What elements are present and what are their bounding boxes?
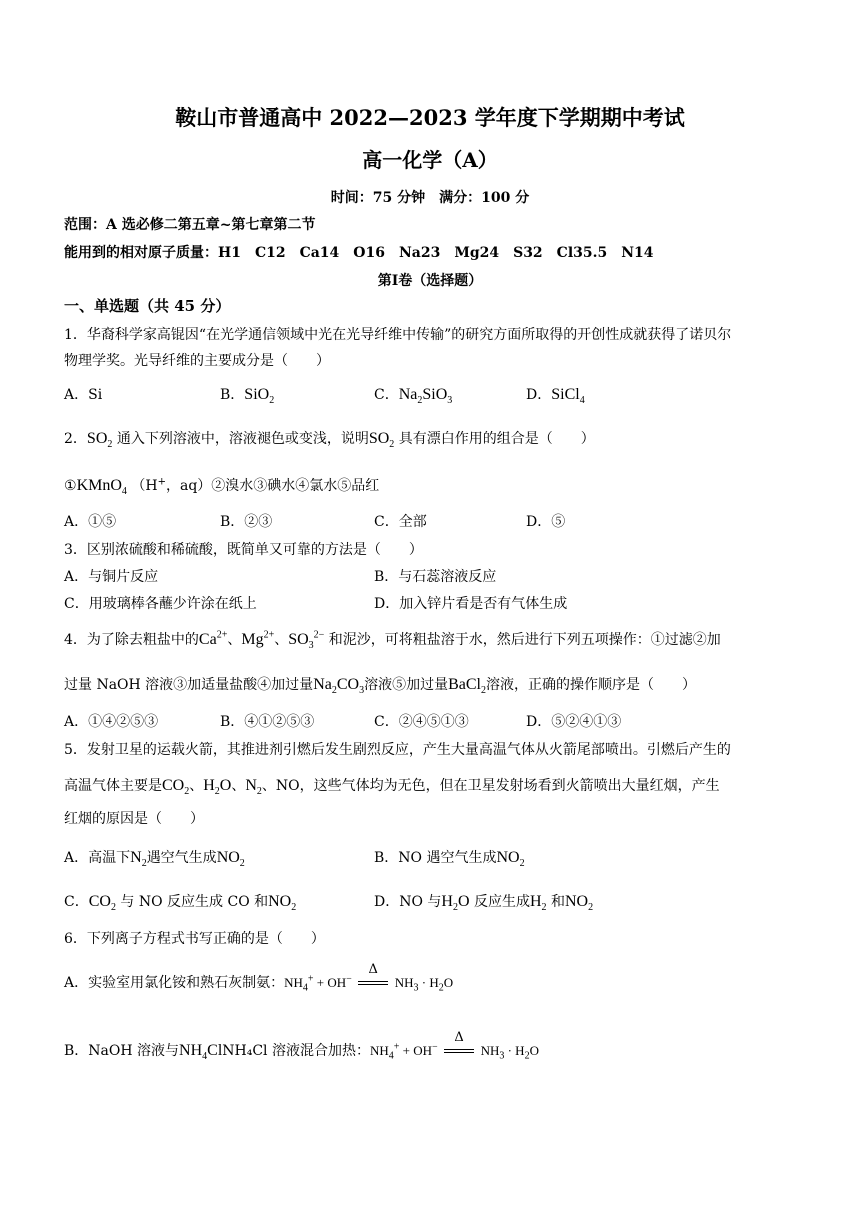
q2-stem: 2．$SO_2$ 通入下列溶液中，溶液褪色或变浅，说明$SO_2$ 具有漂白作用的组合是（ ） <box>64 430 595 451</box>
q2-solution-list: ①KMnO$_4$ （H+，aq）②溴水③碘水④氯水⑤品红 <box>64 476 380 498</box>
q4-stem-line1: 4．为了除去粗盐中的$Ca^{2+}$、$Mg^{2+}$、$SO_3^{2-}$ 和泥沙，可将粗盐溶于水，然后进行下列五项操作：①过滤②加 <box>64 629 721 652</box>
q6-option-b: B．NaOH 溶液与$NH_4ClNH_4Cl$ 溶液混合加热：$NH_4^+ + OH^-$ Δ $NH_3 \cdot H_2O$ <box>64 1030 539 1063</box>
q4-option-d: D．⑤②④①③ <box>526 714 622 730</box>
q3-stem: 3．区别浓硫酸和稀硫酸，既简单又可靠的方法是（ ） <box>64 542 423 558</box>
section-title: 第Ⅰ卷（选择题） <box>377 273 483 289</box>
q3-option-b: B．与石蕊溶液反应 <box>374 569 497 585</box>
q5-option-b: B．NO 遇空气生成$NO_2$ <box>374 849 525 870</box>
q3-option-c: C．用玻璃棒各蘸少许涂在纸上 <box>64 596 257 612</box>
q5-option-c: C．$CO_2$ 与 NO 反应生成 CO 和$NO_2$ <box>64 893 297 914</box>
q5-stem-line1: 5．发射卫星的运载火箭，其推进剂引燃后发生剧烈反应，产生大量高温气体从火箭尾部喷出。引燃后产生的 <box>64 742 731 758</box>
part-heading: 一、单选题（共 45 分） <box>64 297 231 315</box>
exam-title: 鞍山市普通高中 2022—2023 学年度下学期期中考试 <box>175 105 685 130</box>
q5-stem-line2: 高温气体主要是$CO_2$、$H_2O$、$N_2$、NO，这些气体均为无色，但在卫星发射场看到火箭喷出大量红烟，产生 <box>64 777 720 798</box>
q4-option-a: A．①④②⑤③ <box>64 714 159 730</box>
q4-option-b: B．④①②⑤③ <box>220 714 315 730</box>
q1-option-a: A．Si <box>64 387 103 403</box>
q3-option-d: D．加入锌片看是否有气体生成 <box>374 596 568 612</box>
q5-stem-line3: 红烟的原因是（ ） <box>64 811 204 827</box>
exam-time-info: 时间：75 分钟 满分：100 分 <box>330 190 530 206</box>
q2-option-b: B．②③ <box>220 514 273 530</box>
q3-option-a: A．与铜片反应 <box>64 569 159 585</box>
q2-option-c: C．全部 <box>374 514 427 530</box>
exam-scope: 范围：A 选必修二第五章~第七章第二节 <box>64 217 316 233</box>
q1-option-c: C．$Na_2SiO_3$ <box>374 386 453 407</box>
q4-option-c: C．②④⑤①③ <box>374 714 469 730</box>
q1-option-b: B．SiO$_2$ <box>220 386 275 407</box>
q4-stem-line2: 过量 NaOH 溶液③加适量盐酸④加过量$Na_2CO_3$溶液⑤加过量BaCl$_2$溶液，正确的操作顺序是（ ） <box>64 676 696 697</box>
q2-option-d: D．⑤ <box>526 514 566 530</box>
heat-arrow: Δ <box>358 981 388 985</box>
q1-stem-line1: 1．华裔科学家高锟因“在光学通信领域中光在光导纤维中传输”的研究方面所取得的开创性成就获得了诺贝尔 <box>64 327 732 343</box>
atomic-mass-line: 能用到的相对原子质量：H1 C12 Ca14 O16 Na23 Mg24 S32 Cl35.5 N14 <box>64 245 654 261</box>
heat-arrow: Δ <box>444 1049 474 1053</box>
q6-stem: 6．下列离子方程式书写正确的是（ ） <box>64 931 325 947</box>
q1-option-d: D．SiCl$_4$ <box>526 386 585 407</box>
exam-subtitle: 高一化学（A） <box>362 148 498 172</box>
q6-option-a: A．实验室用氯化铵和熟石灰制氨：$NH_4^+ + OH^-$ Δ $NH_3 \cdot H_2O$ <box>64 962 454 994</box>
q1-stem-line2: 物理学奖。光导纤维的主要成分是（ ） <box>64 353 330 369</box>
q5-option-d: D．NO 与$H_2O$ 反应生成$H_2$ 和$NO_2$ <box>374 893 594 914</box>
q5-option-a: A．高温下$N_2$遇空气生成$NO_2$ <box>64 849 245 870</box>
q2-option-a: A．①⑤ <box>64 514 117 530</box>
